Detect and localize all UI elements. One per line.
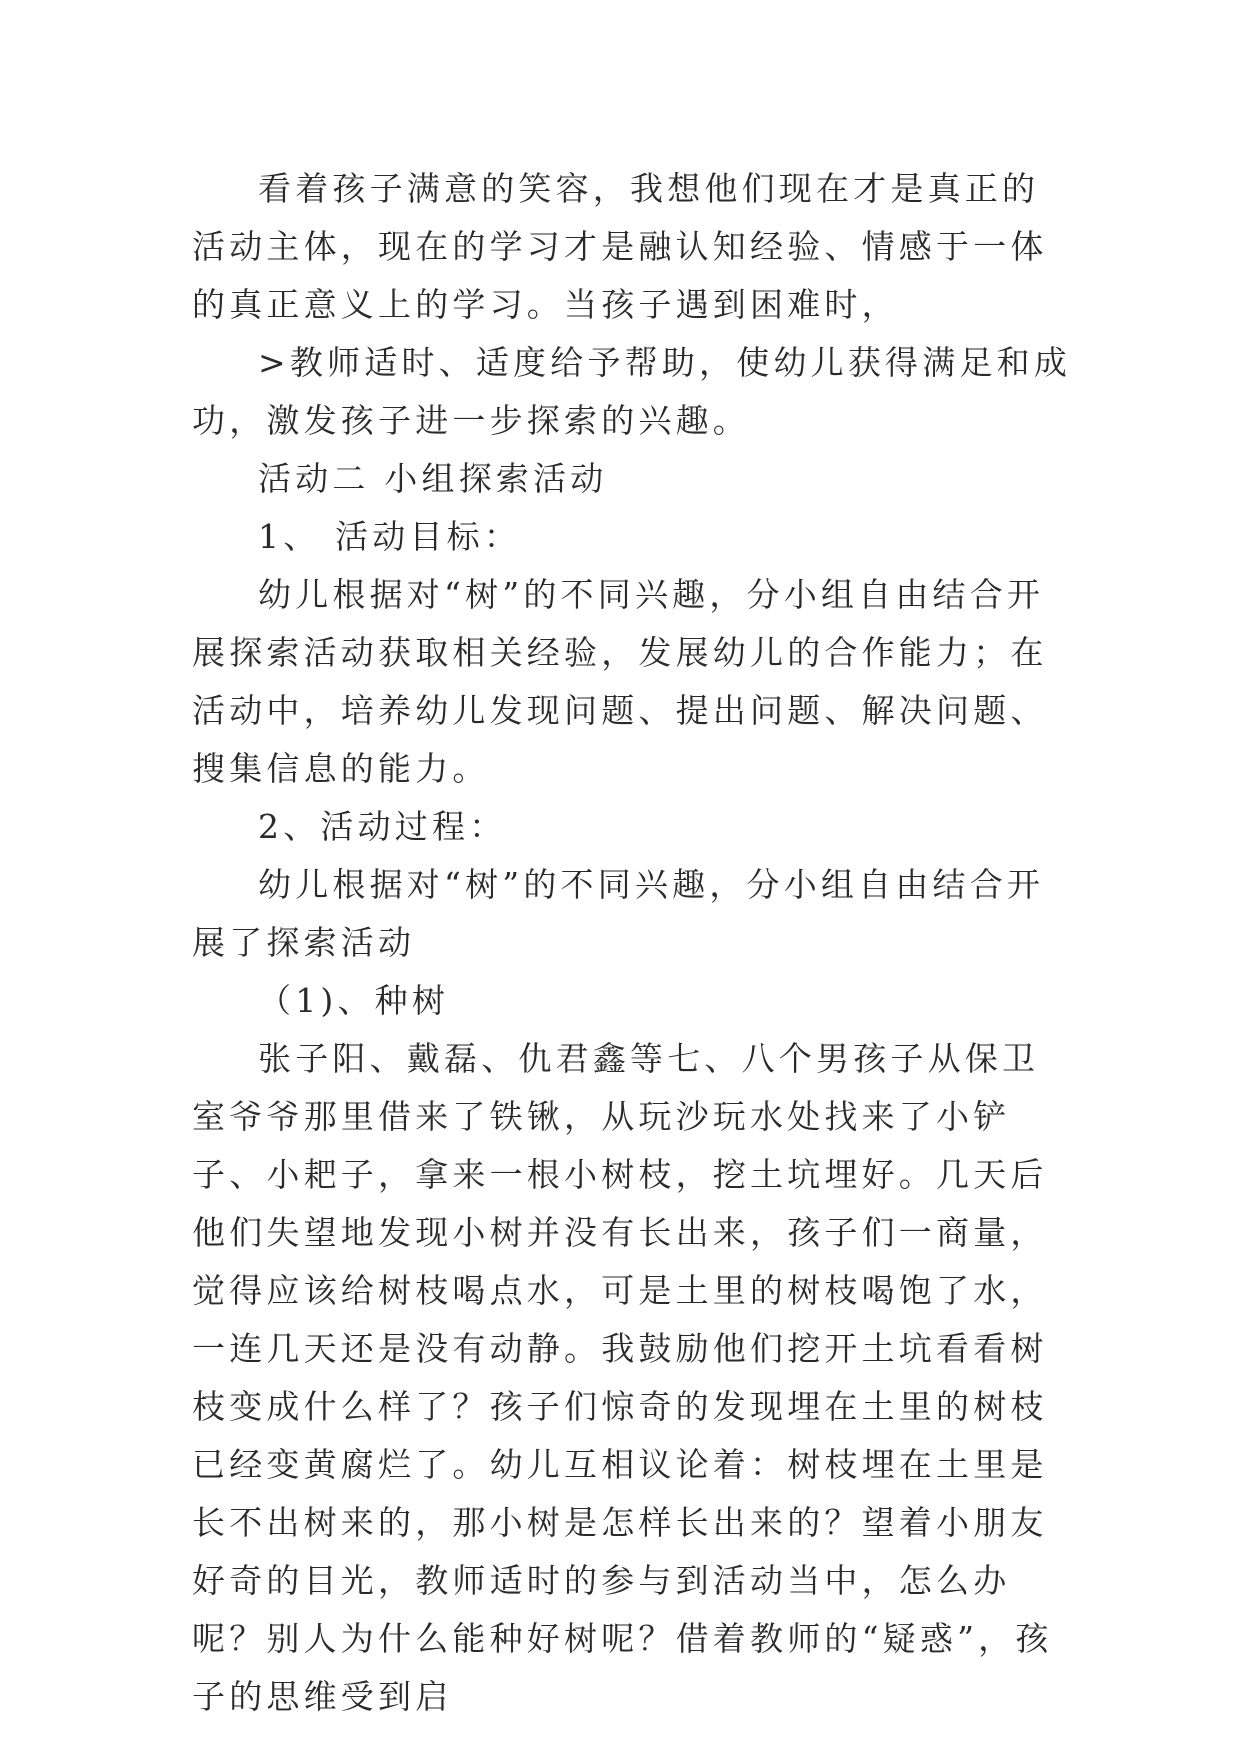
heading-activity-goal: 1、 活动目标：: [258, 517, 522, 556]
paragraph-planting: 张子阳、戴磊、仇君鑫等七、八个男孩子从保卫室爷爷那里借来了铁锹，从玩沙玩水处找来了小铲子、小耙子，拿来一根小树枝，挖土坑埋好。几天后他们失望地发现小树并没有长出来，孩子们一商量，觉得应该给树枝喝点水，可是土里的树枝喝饱了水，一连几天还是没有动静。我鼓励他们挖开土坑看看树枝变成什么样了？孩子们惊奇的发现埋在土里的树枝已经变黄腐烂了。幼儿互相议论着：树枝埋在土里是长不出树来的，那小树是怎样长出来的？望着小朋友好奇的目光，教师适时的参与到活动当中，怎么办呢？别人为什么能种好树呢？借着教师的“疑惑”，孩子的思维受到启: [192, 1039, 1053, 1716]
paragraph-goal: 幼儿根据对“树”的不同兴趣，分小组自由结合开展探索活动获取相关经验，发展幼儿的合作能力；在活动中，培养幼儿发现问题、提出问题、解决问题、搜集信息的能力。: [192, 575, 1048, 788]
paragraph-teacher-help: >教师适时、适度给予帮助，使幼儿获得满足和成功，激发孩子进一步探索的兴趣。: [192, 343, 1072, 440]
heading-planting: （1)、种树: [258, 981, 450, 1020]
paragraph-smile: 看着孩子满意的笑容，我想他们现在才是真正的活动主体，现在的学习才是融认知经验、情感于一体的真正意义上的学习。当孩子遇到困难时，: [192, 169, 1048, 324]
heading-activity-process: 2、活动过程：: [258, 807, 507, 846]
heading-activity-two: 活动二 小组探索活动: [258, 459, 608, 498]
body-text: [192, 160, 1072, 1726]
paragraph-process: 幼儿根据对“树”的不同兴趣，分小组自由结合开展了探索活动: [192, 865, 1045, 962]
